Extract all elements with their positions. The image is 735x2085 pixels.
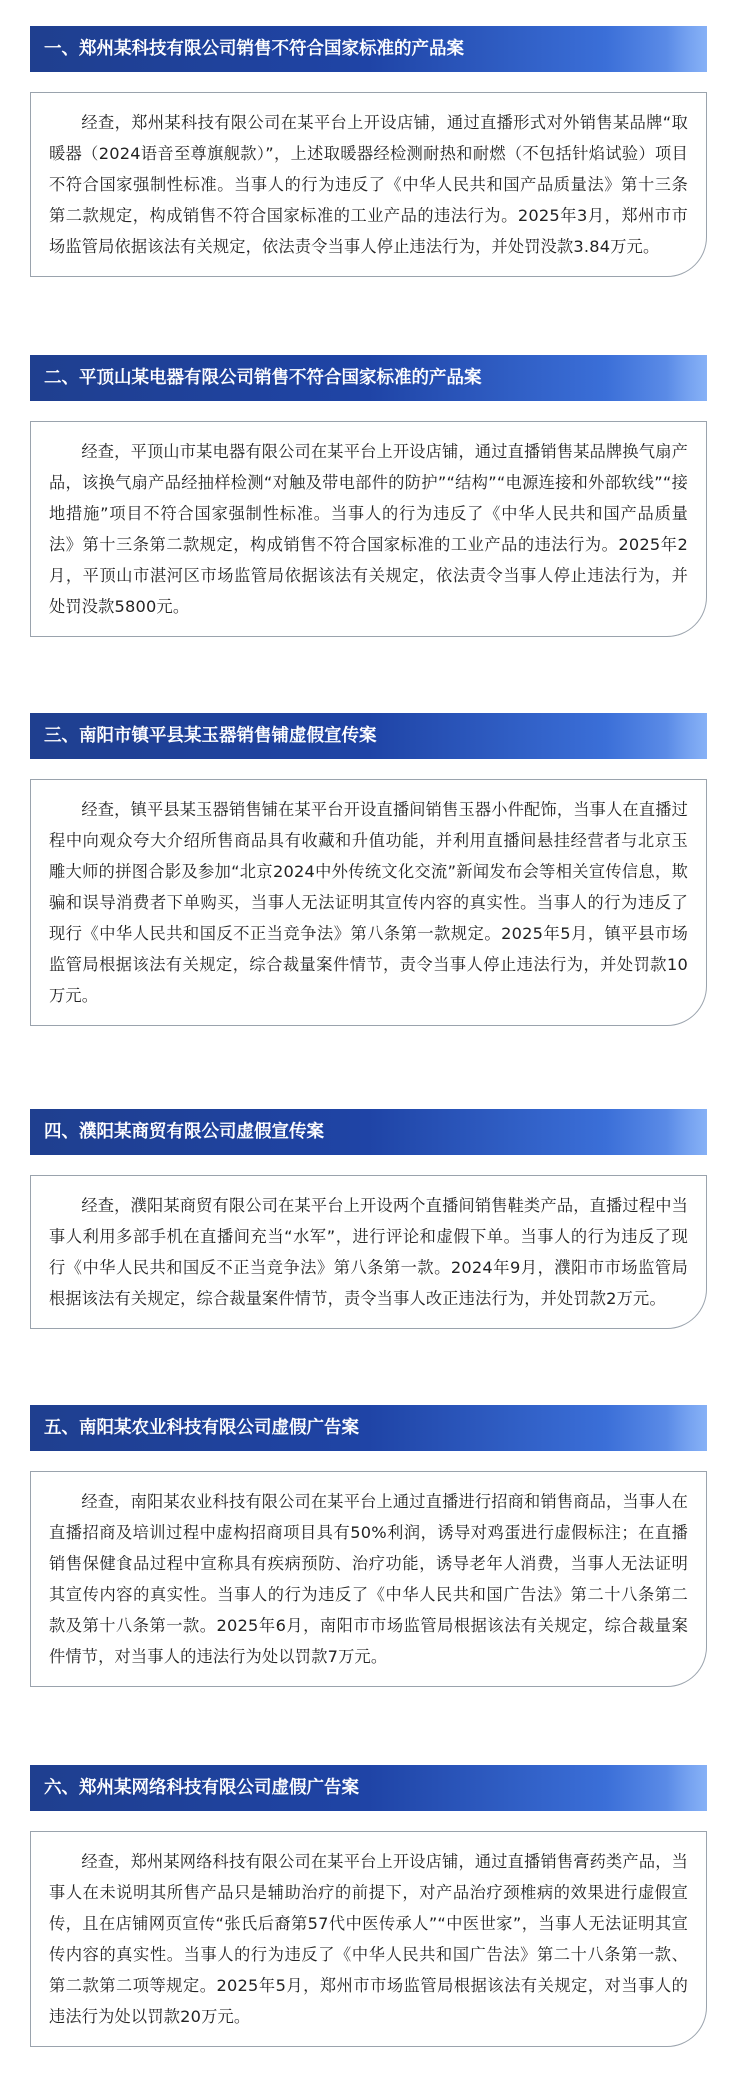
case-title-bar	[30, 26, 707, 72]
case-section-3	[30, 713, 707, 1026]
case-description: 经查，郑州某网络科技有限公司在某平台上开设店铺，通过直播销售膏药类产品，当事人在未说明其所售产品只是辅助治疗的前提下，对产品治疗颈椎病的效果进行虚假宣传，且在店铺网页宣传“张氏后裔第57代中医传承人”“中医世家”，当事人无法证明其宣传内容的真实性。当事人的行为违反了《中华人民共和国广告法》第二十八条第一款、第二款第二项等规定。2025年5月，郑州市市场监管局根据该法有关规定，对当事人的违法行为处以罚款20万元。	[49, 1852, 688, 2026]
case-title-bar	[30, 1109, 707, 1155]
case-description: 经查，南阳某农业科技有限公司在某平台上通过直播进行招商和销售商品，当事人在直播招商及培训过程中虚构招商项目具有50%利润，诱导对鸡蛋进行虚假标注；在直播销售保健食品过程中宣称具有疾病预防、治疗功能，诱导老年人消费，当事人无法证明其宣传内容的真实性。当事人的行为违反了《中华人民共和国广告法》第二十八条第二款及第十八条第一款。2025年6月，南阳市市场监管局根据该法有关规定，综合裁量案件情节，对当事人的违法行为处以罚款7万元。	[49, 1492, 688, 1666]
case-section-4	[30, 1109, 707, 1329]
case-content-box	[30, 92, 707, 277]
case-description: 经查，平顶山市某电器有限公司在某平台上开设店铺，通过直播销售某品牌换气扇产品，该换气扇产品经抽样检测“对触及带电部件的防护”“结构”“电源连接和外部软线”“接地措施”项目不符合国家强制性标准。当事人的行为违反了《中华人民共和国产品质量法》第十三条第二款规定，构成销售不符合国家标准的工业产品的违法行为。2025年2月，平顶山市湛河区市场监管局依据该法有关规定，依法责令当事人停止违法行为，并处罚没款5800元。	[49, 442, 688, 616]
title-bar-gradient	[667, 1765, 707, 1811]
case-title: 六、郑州某网络科技有限公司虚假广告案	[44, 1778, 359, 1798]
title-bar-gradient	[667, 1109, 707, 1155]
case-title: 三、南阳市镇平县某玉器销售铺虚假宣传案	[44, 726, 377, 746]
case-title-bar	[30, 1765, 707, 1811]
title-bar-gradient	[667, 355, 707, 401]
case-content-box	[30, 779, 707, 1026]
case-title: 五、南阳某农业科技有限公司虚假广告案	[44, 1418, 359, 1438]
case-content-box	[30, 421, 707, 637]
title-bar-gradient	[667, 1405, 707, 1451]
case-content-box	[30, 1471, 707, 1687]
case-section-5	[30, 1405, 707, 1687]
case-title: 四、濮阳某商贸有限公司虚假宣传案	[44, 1122, 324, 1142]
case-content-box	[30, 1831, 707, 2047]
case-description: 经查，镇平县某玉器销售铺在某平台开设直播间销售玉器小件配饰，当事人在直播过程中向观众夸大介绍所售商品具有收藏和升值功能，并利用直播间悬挂经营者与北京玉雕大师的拼图合影及参加“北京2024中外传统文化交流”新闻发布会等相关宣传信息，欺骗和误导消费者下单购买，当事人无法证明其宣传内容的真实性。当事人的行为违反了现行《中华人民共和国反不正当竞争法》第八条第一款规定。2025年5月，镇平县市场监管局根据该法有关规定，综合裁量案件情节，责令当事人停止违法行为，并处罚款10万元。	[49, 800, 688, 1005]
case-section-2	[30, 355, 707, 637]
title-bar-gradient	[667, 26, 707, 72]
case-description: 经查，郑州某科技有限公司在某平台上开设店铺，通过直播形式对外销售某品牌“取暖器（2024语音至尊旗舰款）”，上述取暖器经检测耐热和耐燃（不包括针焰试验）项目不符合国家强制性标准。当事人的行为违反了《中华人民共和国产品质量法》第十三条第二款规定，构成销售不符合国家标准的工业产品的违法行为。2025年3月，郑州市市场监管局依据该法有关规定，依法责令当事人停止违法行为，并处罚没款3.84万元。	[49, 113, 688, 256]
case-title-bar	[30, 1405, 707, 1451]
title-bar-gradient	[667, 713, 707, 759]
case-title-bar	[30, 355, 707, 401]
case-title: 一、郑州某科技有限公司销售不符合国家标准的产品案	[44, 39, 464, 59]
case-content-box	[30, 1175, 707, 1329]
case-section-6	[30, 1765, 707, 2047]
case-description: 经查，濮阳某商贸有限公司在某平台上开设两个直播间销售鞋类产品，直播过程中当事人利用多部手机在直播间充当“水军”，进行评论和虚假下单。当事人的行为违反了现行《中华人民共和国反不正当竞争法》第八条第一款。2024年9月，濮阳市市场监管局根据该法有关规定，综合裁量案件情节，责令当事人改正违法行为，并处罚款2万元。	[49, 1196, 688, 1308]
case-section-1	[30, 26, 707, 277]
case-title: 二、平顶山某电器有限公司销售不符合国家标准的产品案	[44, 368, 482, 388]
case-title-bar	[30, 713, 707, 759]
